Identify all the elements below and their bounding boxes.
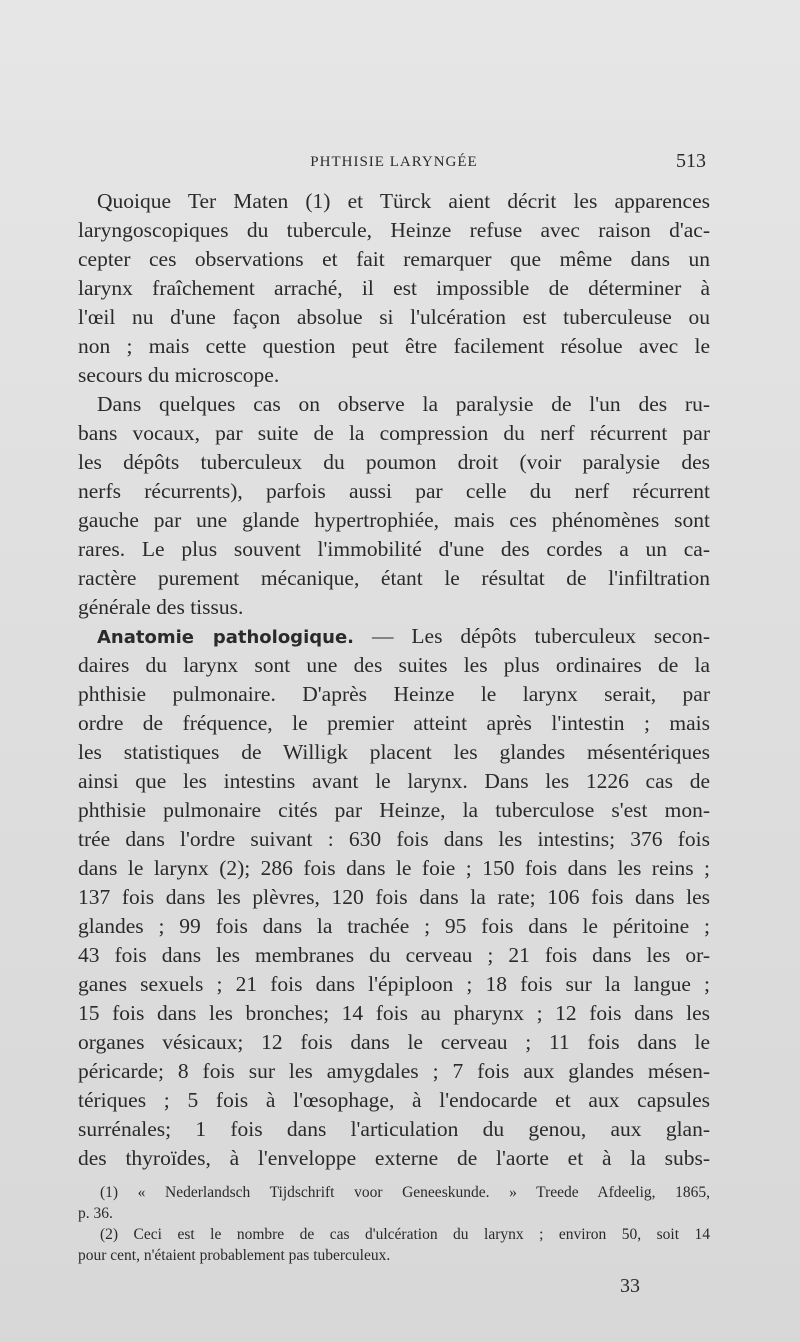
section-line [78,622,710,651]
text-line: glandes ; 99 fois dans la trachée ; 95 fois dans le péritoine ; [78,914,710,938]
page-number: 513 [676,150,706,172]
text-line: laryngoscopiques du tubercule, Heinze refuse avec raison d'ac- [78,218,710,242]
text-line: Quoique Ter Maten (1) et Türck aient décrit les apparences [97,189,710,213]
text-line: surrénales; 1 fois dans l'articulation du genou, aux glan- [78,1117,710,1141]
text-line: générale des tissus. [78,595,244,619]
text-line: cepter ces observations et fait remarquer que même dans un [78,247,710,271]
text-line: ractère purement mécanique, étant le résultat de l'infiltration [78,566,710,590]
text-line: secours du microscope. [78,363,280,387]
text-line: bans vocaux, par suite de la compression du nerf récurrent par [78,421,710,445]
text-line: tériques ; 5 fois à l'œsophage, à l'endocarde et aux capsules [78,1088,710,1112]
body-text [78,187,710,1173]
footnotes [78,1182,710,1266]
text-line: nerfs récurrents), parfois aussi par celle du nerf récurrent [78,479,710,503]
section-heading: Anatomie pathologique. [97,627,354,648]
text-line: l'œil nu d'une façon absolue si l'ulcération est tuberculeuse ou [78,305,710,329]
text-line: des thyroïdes, à l'enveloppe externe de l'aorte et à la subs- [78,1146,710,1170]
text-run: — Les dépôts tuberculeux secon- [371,624,711,648]
footnote-line: p. 36. [78,1205,113,1222]
footnote-line: (2) Ceci est le nombre de cas d'ulcération du larynx ; environ 50, soit 14 [100,1226,710,1243]
text-line: 137 fois dans les plèvres, 120 fois dans la rate; 106 fois dans les [78,885,710,909]
text-line: daires du larynx sont une des suites les plus ordinaires de la [78,653,710,677]
footnote-line: pour cent, n'étaient probablement pas tuberculeux. [78,1247,391,1264]
text-line: Dans quelques cas on observe la paralysie de l'un des ru- [97,392,710,416]
text-line: les dépôts tuberculeux du poumon droit (voir paralysie des [78,450,710,474]
text-line: organes vésicaux; 12 fois dans le cerveau ; 11 fois dans le [78,1030,710,1054]
footnote-line: (1) « Nederlandsch Tijdschrift voor Geneeskunde. » Treede Afdeelig, 1865, [100,1184,710,1201]
text-line: 15 fois dans les bronches; 14 fois au pharynx ; 12 fois dans les [78,1001,710,1025]
running-title: PHTHISIE LARYNGÉE [310,154,478,170]
text-line: ordre de fréquence, le premier atteint après l'intestin ; mais [78,711,710,735]
running-header [78,150,710,174]
signature-mark: 33 [620,1275,640,1297]
text-line: 43 fois dans les membranes du cerveau ; 21 fois dans les or- [78,943,710,967]
text-line: ainsi que les intestins avant le larynx. Dans les 1226 cas de [78,769,710,793]
text-line: phthisie pulmonaire cités par Heinze, la tuberculose s'est mon- [78,798,710,822]
text-line: les statistiques de Willigk placent les glandes mésentériques [78,740,710,764]
text-line: trée dans l'ordre suivant : 630 fois dans les intestins; 376 fois [78,827,710,851]
text-line: ganes sexuels ; 21 fois dans l'épiploon ; 18 fois sur la langue ; [78,972,710,996]
text-line: dans le larynx (2); 286 fois dans le foie ; 150 fois dans les reins ; [78,856,710,880]
text-line: larynx fraîchement arraché, il est impossible de déterminer à [78,276,710,300]
text-line: péricarde; 8 fois sur les amygdales ; 7 fois aux glandes mésen- [78,1059,710,1083]
text-line: non ; mais cette question peut être facilement résolue avec le [78,334,710,358]
text-line: gauche par une glande hypertrophiée, mais ces phénomènes sont [78,508,710,532]
text-line: phthisie pulmonaire. D'après Heinze le larynx serait, par [78,682,710,706]
text-line: rares. Le plus souvent l'immobilité d'une des cordes a un ca- [78,537,710,561]
